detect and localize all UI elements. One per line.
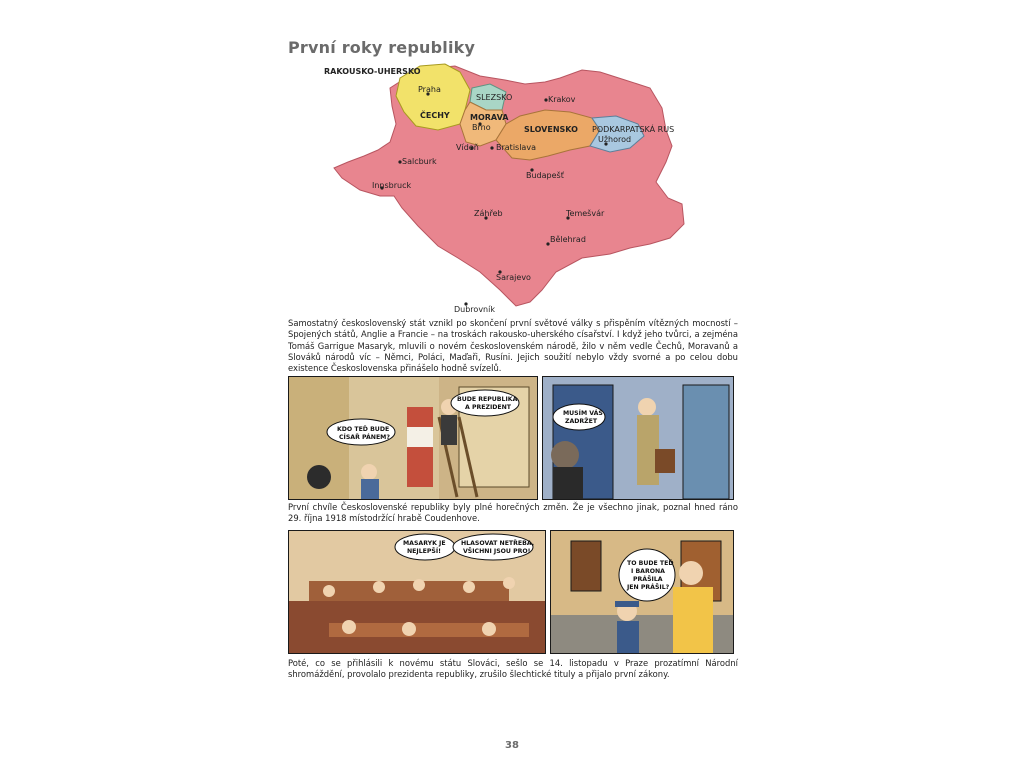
bubble-2c-line4: JEN PRÁŠIL? xyxy=(627,584,670,591)
map-city-sarajevo: Sarajevo xyxy=(496,273,531,282)
bubble-2c-line1: TO BUDE TEĎ xyxy=(627,560,674,567)
bubble-2a-line1: MASARYK JE xyxy=(403,540,446,547)
comic-panel-2 xyxy=(542,376,734,500)
map-city-bratislava: Bratislava xyxy=(496,143,536,152)
map-region-morava: MORAVA xyxy=(470,113,509,122)
bubble-2b-line1: HLASOVAT NETŘEBA, xyxy=(461,540,535,547)
page-number: 38 xyxy=(505,740,519,751)
map-region-slovensko: SLOVENSKO xyxy=(524,125,578,134)
map-region-slezsko: SLEZSKO xyxy=(476,93,513,102)
map-region-podkarpatska: PODKARPATSKÁ RUS xyxy=(592,125,675,134)
map-city-dubrovnik: Dubrovník xyxy=(454,305,495,314)
bubble-2c-line3: PRÁŠILA xyxy=(633,576,663,583)
bubble-1c-line2: ZADRŽET xyxy=(565,418,598,425)
map-city-praha: Praha xyxy=(418,85,441,94)
bubble-2c-line2: I BARONA xyxy=(631,568,665,575)
map-city-belehrad: Bělehrad xyxy=(550,235,586,244)
comic-panel-3 xyxy=(288,530,546,654)
map-city-innsbruck: Innsbruck xyxy=(372,181,412,190)
map-city-krakov: Krakov xyxy=(548,95,576,104)
bubble-2b-line2: VŠICHNI JSOU PRO! xyxy=(463,548,531,555)
map-city-temesvar: Temešvár xyxy=(566,209,605,218)
paragraph-coudenhove: První chvíle Československé republiky byly plné horečných změn. Že je všechno jinak, poznal hned ráno 29. října 1918 místodržící hrabě Coudenhove. xyxy=(288,502,738,524)
intro-paragraph: Samostatný československý stát vznikl po skončení první světové války s přispěním vítězných mocností – Spojených států, Anglie a Francie – na troskách rakousko-uherského císařství. I když jeho tvůrci, a zejména Tomáš Garrigue Masaryk, mluvili o novém československém národě, žilo v něm vedle Čechů, Moravanů a Slováků národů víc – Němci, Poláci, Maďaři, Rusíni. Jejich soužití nebylo vždy svorné a po celou dobu existence Československa přinášelo hodně svízelů. xyxy=(288,318,738,374)
bubble-1c-line1: MUSÍM VÁS xyxy=(563,410,603,417)
bubble-2a-line2: NEJLEPŠÍ! xyxy=(407,548,441,555)
map-austria-hungary xyxy=(320,58,700,318)
map-city-salcburk: Salcburk xyxy=(402,157,437,166)
bubble-1a-line1: KDO TEĎ BUDE xyxy=(337,426,390,433)
map-label-empire: RAKOUSKO-UHERSKO xyxy=(324,67,421,76)
comic-panel-4 xyxy=(550,530,734,654)
bubble-1a-line2: CÍSAŘ PÁNEM? xyxy=(339,434,390,441)
map-city-brno: Brno xyxy=(472,123,491,132)
map-city-viden: Vídeň xyxy=(456,143,479,152)
map-city-zahreb: Záhřeb xyxy=(474,209,503,218)
map-svg xyxy=(320,58,700,318)
map-city-budapest: Budapešť xyxy=(526,171,564,180)
map-region-cechy: ČECHY xyxy=(420,111,450,120)
bubble-1b-line1: BUDE REPUBLIKA xyxy=(457,396,518,403)
comic-panel-1 xyxy=(288,376,538,500)
bubble-1b-line2: A PREZIDENT xyxy=(465,404,512,411)
page-title: První roky republiky xyxy=(288,38,476,57)
map-city-uzhorod: Užhorod xyxy=(598,135,632,144)
paragraph-national-assembly: Poté, co se přihlásili k novému státu Slováci, sešlo se 14. listopadu v Praze prozatímní Národní shromáždění, provolalo prezidenta republiky, zrušilo šlechtické tituly a přijalo první zákony. xyxy=(288,658,738,680)
